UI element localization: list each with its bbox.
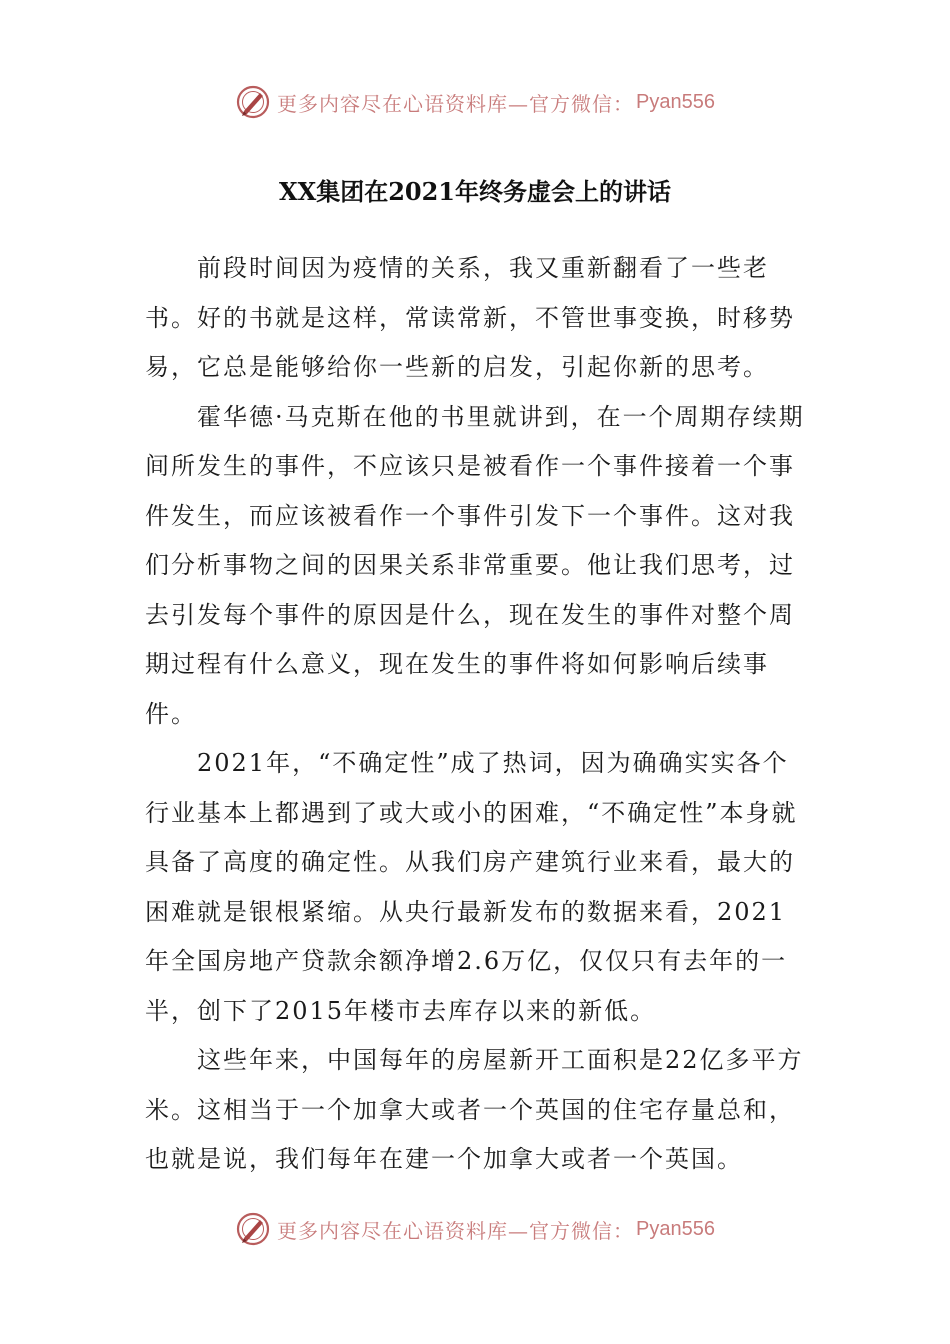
paragraph-1: 前段时间因为疫情的关系，我又重新翻看了一些老书。好的书就是这样，常读常新，不管世事变换，时移势易，它总是能够给你一些新的启发，引起你新的思考。 <box>145 254 795 381</box>
document-title: XX集团在2021年终务虚会上的讲话 <box>278 177 672 206</box>
pen-logo-icon <box>235 1211 271 1247</box>
watermark-handle: Pyan556 <box>636 90 715 113</box>
header-watermark-banner <box>0 80 950 124</box>
paragraph-2: 霍华德·马克斯在他的书里就讲到，在一个周期存续期间所发生的事件，不应该只是被看作一个事件接着一个事件发生，而应该被看作一个事件引发下一个事件。这对我们分析事物之间的因果关系非常重要。他让我们思考，过去引发每个事件的原因是什么，现在发生的事件对整个周期过程有什么意义，现在发生的事件将如何影响后续事件。 <box>145 402 805 728</box>
pen-logo-icon <box>235 84 271 120</box>
paragraph-4: 这些年来，中国每年的房屋新开工面积是22亿多平方米。这相当于一个加拿大或者一个英国的住宅存量总和，也就是说，我们每年在建一个加拿大或者一个英国。 <box>145 1046 804 1173</box>
paragraph-3: 2021年，“不确定性”成了热词，因为确确实实各个行业基本上都遇到了或大或小的困难，“不确定性”本身就具备了高度的确定性。从我们房产建筑行业来看，最大的困难就是银根紧缩。从央行最新发布的数据来看，2021年全国房地产贷款余额净增2.6万亿，仅仅只有去年的一半，创下了2015年楼市去库存以来的新低。 <box>145 749 798 1025</box>
document-body <box>145 244 810 1185</box>
watermark-handle: Pyan556 <box>636 1217 715 1240</box>
footer-watermark-banner <box>0 1207 950 1251</box>
watermark-text: 更多内容尽在心语资料库—官方微信： <box>277 91 635 116</box>
watermark-text: 更多内容尽在心语资料库—官方微信： <box>277 1218 635 1243</box>
